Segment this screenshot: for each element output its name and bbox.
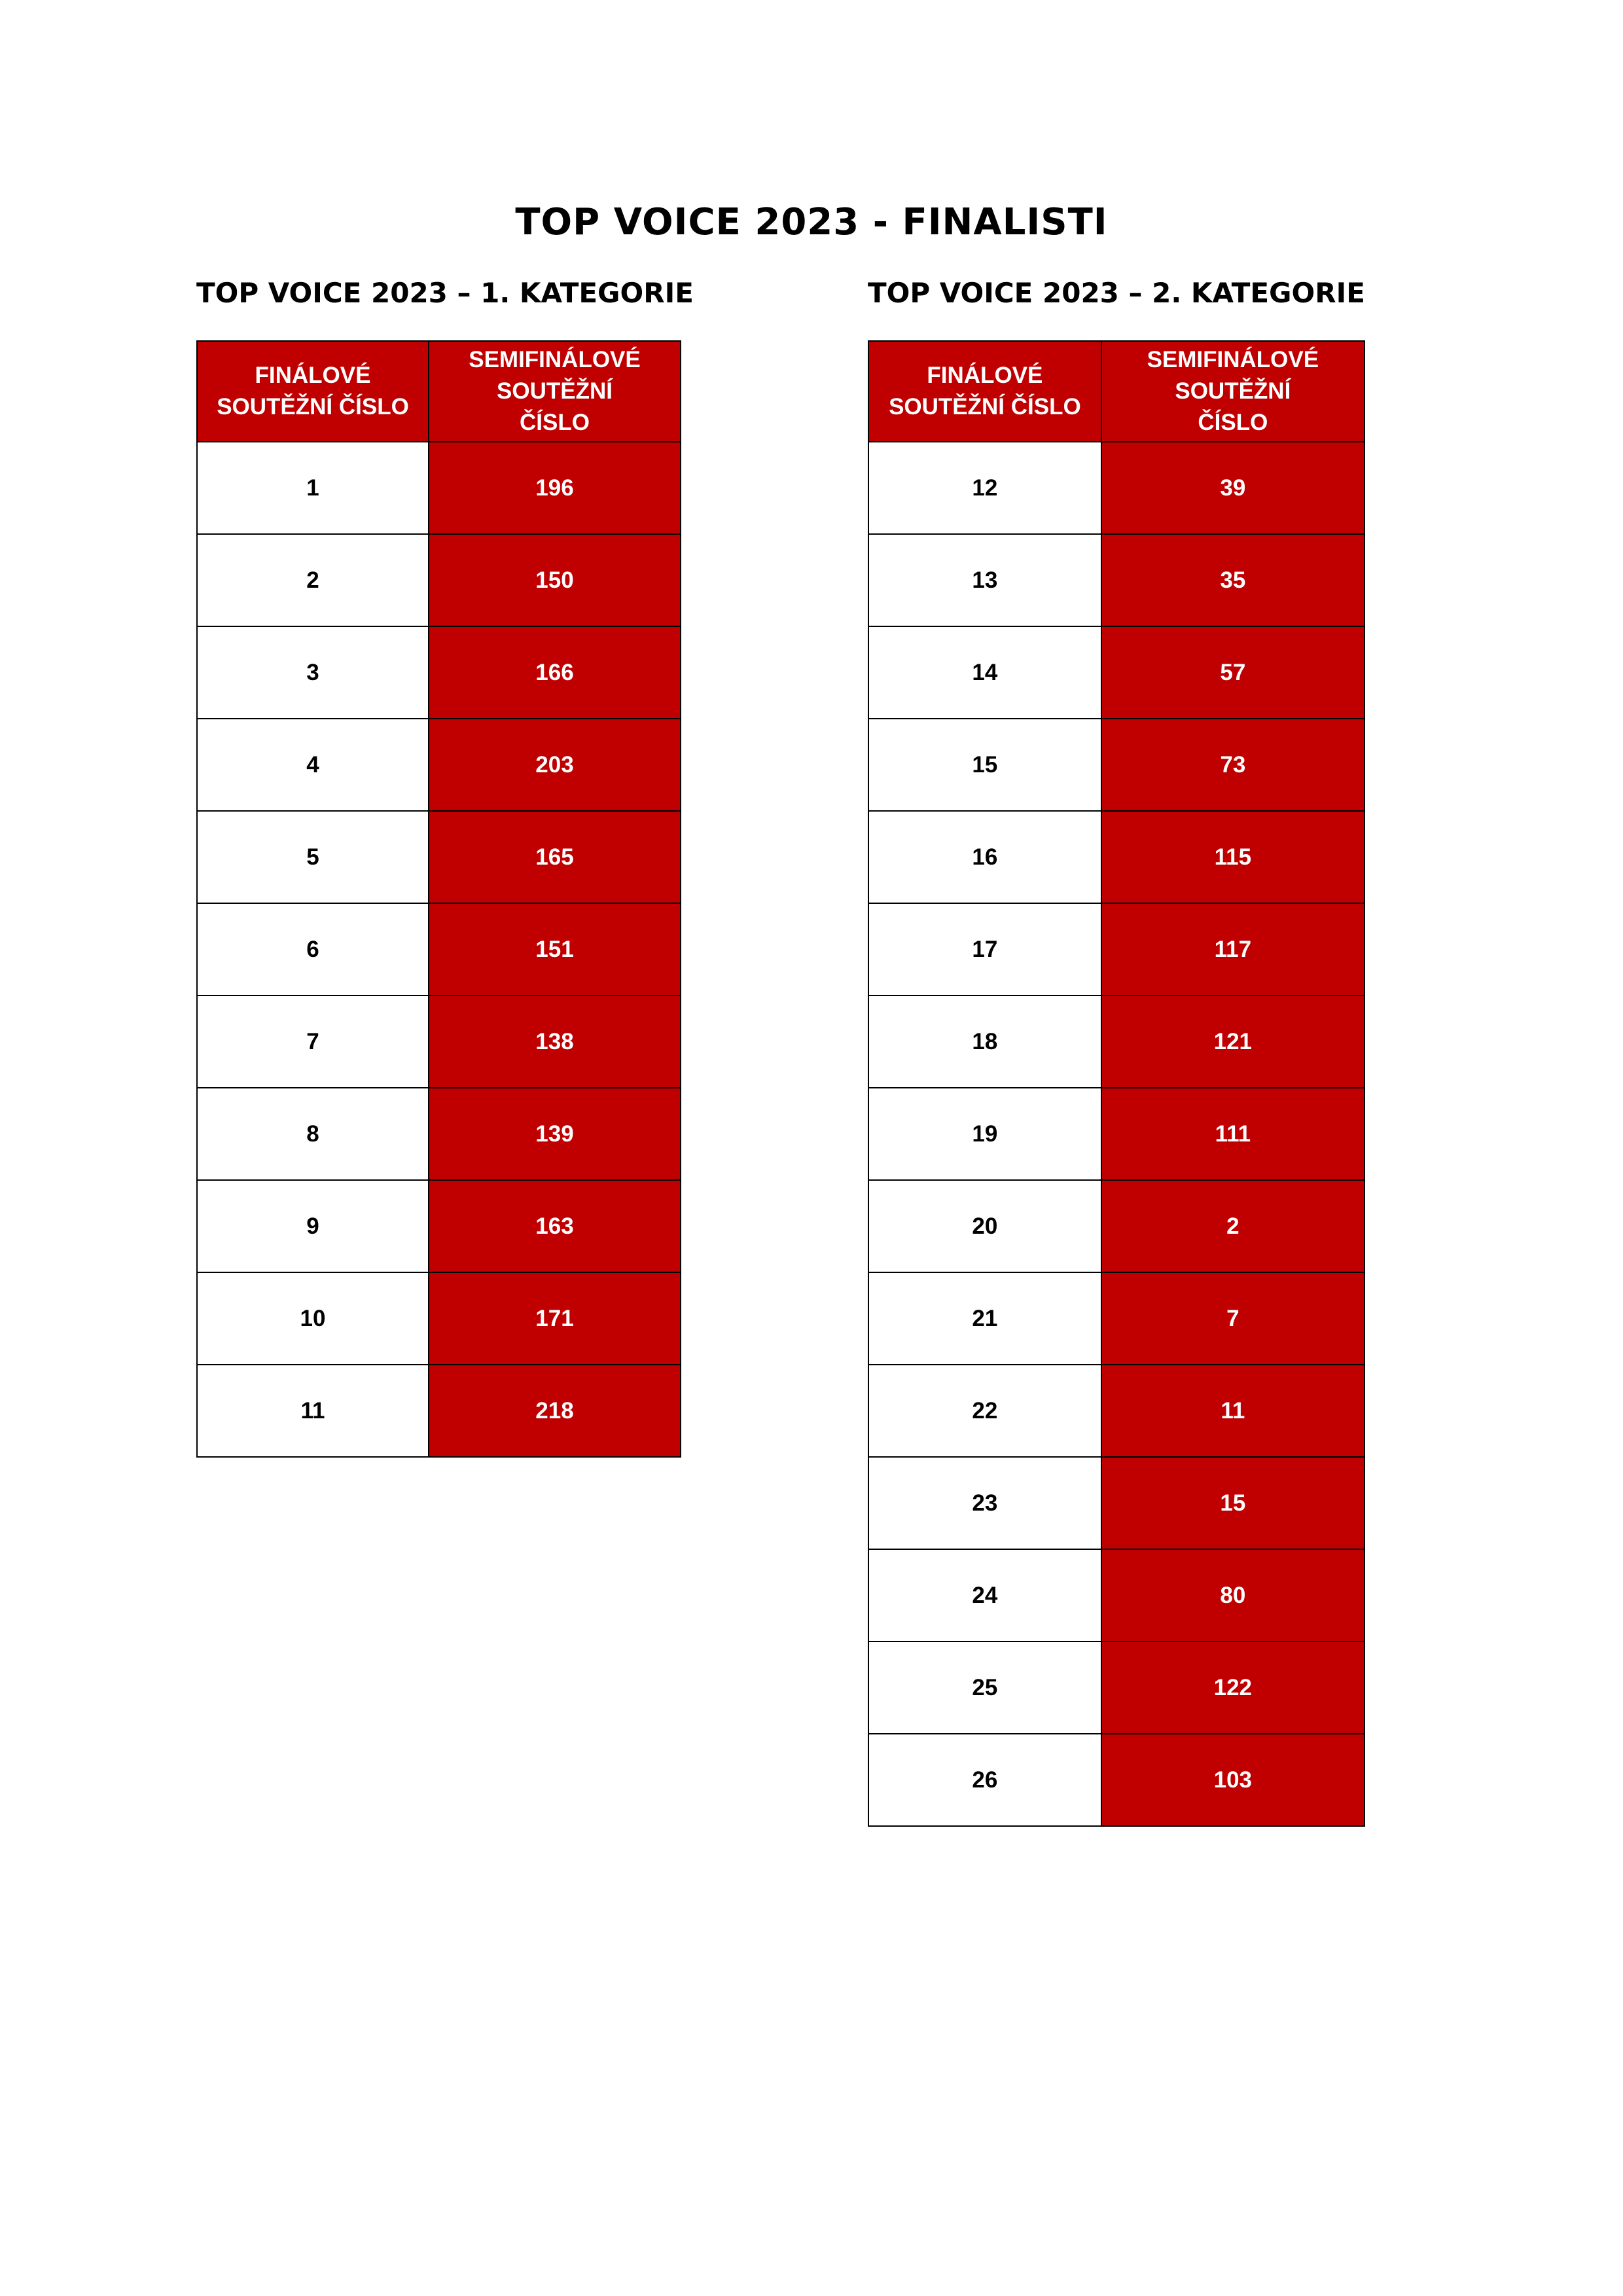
final-number-cell: 1 [197, 442, 429, 534]
category-2-table [868, 340, 1365, 1827]
final-number-cell: 18 [868, 996, 1101, 1088]
final-number-cell: 22 [868, 1365, 1101, 1457]
final-number-cell: 11 [197, 1365, 429, 1457]
semifinal-number-cell: 138 [429, 996, 681, 1088]
semifinal-number-cell: 111 [1101, 1088, 1364, 1180]
semifinal-number-cell: 151 [429, 903, 681, 996]
final-number-cell: 20 [868, 1180, 1101, 1272]
table-header-row [197, 341, 681, 442]
final-number-cell: 10 [197, 1272, 429, 1365]
category-1-table [196, 340, 681, 1458]
final-number-cell: 2 [197, 534, 429, 626]
table-row [197, 811, 681, 903]
table-row [868, 719, 1364, 811]
table-row [868, 1180, 1364, 1272]
table-row [197, 996, 681, 1088]
final-number-cell: 3 [197, 626, 429, 719]
final-number-cell: 17 [868, 903, 1101, 996]
table-row [868, 903, 1364, 996]
semifinal-number-cell: 165 [429, 811, 681, 903]
semifinal-number-cell: 39 [1101, 442, 1364, 534]
table-row [868, 1734, 1364, 1826]
semifinal-number-cell: 117 [1101, 903, 1364, 996]
table-row [197, 442, 681, 534]
final-number-cell: 9 [197, 1180, 429, 1272]
header-semifinal-number: SEMIFINÁLOVÉ SOUTĚŽNÍ ČÍSLO [429, 341, 681, 442]
table-row [197, 1088, 681, 1180]
semifinal-number-cell: 150 [429, 534, 681, 626]
table-row [868, 626, 1364, 719]
final-number-cell: 12 [868, 442, 1101, 534]
table-row [868, 996, 1364, 1088]
table-row [868, 1641, 1364, 1734]
final-number-cell: 26 [868, 1734, 1101, 1826]
final-number-cell: 14 [868, 626, 1101, 719]
final-number-cell: 5 [197, 811, 429, 903]
table-row [197, 1365, 681, 1457]
semifinal-number-cell: 80 [1101, 1549, 1364, 1641]
table-row [197, 719, 681, 811]
final-number-cell: 21 [868, 1272, 1101, 1365]
semifinal-number-cell: 73 [1101, 719, 1364, 811]
semifinal-number-cell: 57 [1101, 626, 1364, 719]
final-number-cell: 4 [197, 719, 429, 811]
table-row [197, 1272, 681, 1365]
table-row [868, 442, 1364, 534]
header-semifinal-number: SEMIFINÁLOVÉ SOUTĚŽNÍ ČÍSLO [1101, 341, 1364, 442]
semifinal-number-cell: 196 [429, 442, 681, 534]
semifinal-number-cell: 122 [1101, 1641, 1364, 1734]
category-2-rows [868, 442, 1364, 1826]
header-final-number: FINÁLOVÉ SOUTĚŽNÍ ČÍSLO [197, 341, 429, 442]
table-row [197, 626, 681, 719]
category-1-title: TOP VOICE 2023 – 1. KATEGORIE [196, 277, 694, 309]
category-2-section [868, 275, 1365, 1793]
table-row [197, 1180, 681, 1272]
final-number-cell: 6 [197, 903, 429, 996]
semifinal-number-cell: 163 [429, 1180, 681, 1272]
table-row [868, 811, 1364, 903]
final-number-cell: 8 [197, 1088, 429, 1180]
table-row [868, 1088, 1364, 1180]
semifinal-number-cell: 11 [1101, 1365, 1364, 1457]
final-number-cell: 19 [868, 1088, 1101, 1180]
table-row [868, 1549, 1364, 1641]
semifinal-number-cell: 115 [1101, 811, 1364, 903]
table-header-row [868, 341, 1364, 442]
category-1-section [196, 275, 694, 1424]
semifinal-number-cell: 203 [429, 719, 681, 811]
semifinal-number-cell: 35 [1101, 534, 1364, 626]
category-2-title: TOP VOICE 2023 – 2. KATEGORIE [868, 277, 1365, 309]
final-number-cell: 25 [868, 1641, 1101, 1734]
semifinal-number-cell: 2 [1101, 1180, 1364, 1272]
table-row [868, 1272, 1364, 1365]
semifinal-number-cell: 15 [1101, 1457, 1364, 1549]
table-row [868, 534, 1364, 626]
semifinal-number-cell: 171 [429, 1272, 681, 1365]
final-number-cell: 16 [868, 811, 1101, 903]
semifinal-number-cell: 166 [429, 626, 681, 719]
semifinal-number-cell: 121 [1101, 996, 1364, 1088]
semifinal-number-cell: 7 [1101, 1272, 1364, 1365]
table-row [197, 534, 681, 626]
category-1-rows [197, 442, 681, 1457]
table-row [868, 1365, 1364, 1457]
header-final-number: FINÁLOVÉ SOUTĚŽNÍ ČÍSLO [868, 341, 1101, 442]
page-title: TOP VOICE 2023 - FINALISTI [515, 201, 1108, 243]
final-number-cell: 23 [868, 1457, 1101, 1549]
table-row [197, 903, 681, 996]
final-number-cell: 24 [868, 1549, 1101, 1641]
final-number-cell: 7 [197, 996, 429, 1088]
table-row [868, 1457, 1364, 1549]
final-number-cell: 13 [868, 534, 1101, 626]
semifinal-number-cell: 218 [429, 1365, 681, 1457]
semifinal-number-cell: 139 [429, 1088, 681, 1180]
semifinal-number-cell: 103 [1101, 1734, 1364, 1826]
final-number-cell: 15 [868, 719, 1101, 811]
